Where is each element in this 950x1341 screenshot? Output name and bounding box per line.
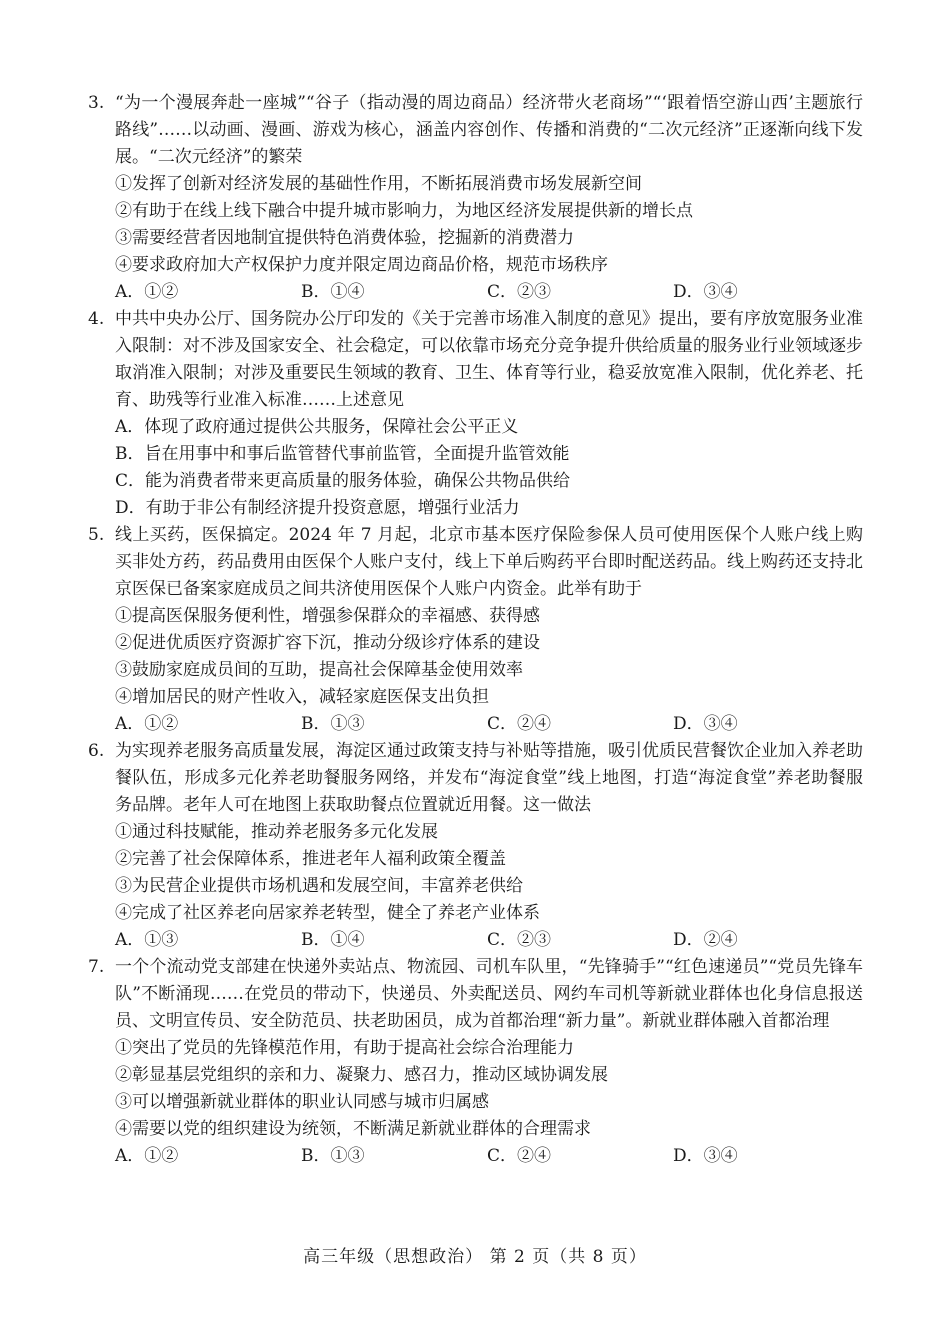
question-stem: 线上买药，医保搞定。2024 年 7 月起，北京市基本医疗保险参保人员可使用医保个人账户线上购买非处方药，药品费用由医保个人账户支付，线上下单后购药平台即时配送药品。线上购药还支持北京医保已备案家庭成员之间共济使用医保个人账户内资金。此举有助于 (115, 525, 863, 599)
statement-item: ②促进优质医疗资源扩容下沉，推动分级诊疗体系的建设 (115, 633, 540, 653)
answer-option: A．①② (115, 1146, 179, 1166)
option-row (115, 1143, 863, 1170)
answer-option: B．①④ (301, 930, 365, 950)
statement-item: ①发挥了创新对经济发展的基础性作用，不断拓展消费市场发展新空间 (115, 174, 642, 194)
statement-item: ③为民营企业提供市场机遇和发展空间，丰富养老供给 (115, 876, 523, 896)
option-row (115, 927, 863, 954)
statement-item: ④增加居民的财产性收入，减轻家庭医保支出负担 (115, 687, 489, 707)
statement-item: ④需要以党的组织建设为统领，不断满足新就业群体的合理需求 (115, 1119, 591, 1139)
option-row (115, 279, 863, 306)
answer-option: D．②④ (673, 930, 738, 950)
question-number: 7. (88, 957, 105, 977)
statement-item: ③需要经营者因地制宜提供特色消费体验，挖掘新的消费潜力 (115, 228, 574, 248)
statement-item: ②彰显基层党组织的亲和力、凝聚力、感召力，推动区域协调发展 (115, 1065, 608, 1085)
question-stem: 为实现养老服务高质量发展，海淀区通过政策支持与补贴等措施，吸引优质民营餐饮企业加入养老助餐队伍，形成多元化养老助餐服务网络，并发布“海淀食堂”线上地图，打造“海淀食堂”养老助餐服务品牌。老年人可在地图上获取助餐点位置就近用餐。这一做法 (115, 741, 863, 815)
question-stem: 一个个流动党支部建在快递外卖站点、物流园、司机车队里，“先锋骑手”“红色速递员”“党员先锋车队”不断涌现……在党员的带动下，快递员、外卖配送员、网约车司机等新就业群体也化身信息报送员、文明宣传员、安全防范员、扶老助困员，成为首都治理“新力量”。新就业群体融入首都治理 (115, 957, 863, 1031)
statement-item: ①提高医保服务便利性，增强参保群众的幸福感、获得感 (115, 606, 540, 626)
question-stem-row (88, 522, 863, 603)
question-3 (88, 90, 863, 306)
question-5 (88, 522, 863, 738)
answer-option: C．②④ (487, 1146, 552, 1166)
question-list (88, 90, 863, 1170)
question-number: 3. (88, 93, 105, 113)
answer-option: D．③④ (673, 1146, 738, 1166)
statement-item: ③鼓励家庭成员间的互助，提高社会保障基金使用效率 (115, 660, 523, 680)
question-stem-row (88, 738, 863, 819)
question-4 (88, 306, 863, 522)
question-stem-row (88, 306, 863, 414)
answer-option: C．能为消费者带来更高质量的服务体验，确保公共物品供给 (115, 471, 571, 491)
question-number: 6. (88, 741, 105, 761)
question-6 (88, 738, 863, 954)
answer-option: D．③④ (673, 282, 738, 302)
statement-item: ③可以增强新就业群体的职业认同感与城市归属感 (115, 1092, 489, 1112)
statement-item: ②有助于在线上线下融合中提升城市影响力，为地区经济发展提供新的增长点 (115, 201, 693, 221)
question-number: 5. (88, 525, 105, 545)
answer-option: A．体现了政府通过提供公共服务，保障社会公平正义 (115, 417, 519, 437)
statement-item: ④要求政府加大产权保护力度并限定周边商品价格，规范市场秩序 (115, 255, 608, 275)
statement-item: ①通过科技赋能，推动养老服务多元化发展 (115, 822, 438, 842)
option-row (115, 711, 863, 738)
statement-item: ②完善了社会保障体系，推进老年人福利政策全覆盖 (115, 849, 506, 869)
question-stem-row (88, 954, 863, 1035)
answer-option: B．①③ (301, 1146, 365, 1166)
answer-option: A．①② (115, 714, 179, 734)
answer-option: D．有助于非公有制经济提升投资意愿，增强行业活力 (115, 498, 520, 518)
question-stem: 中共中央办公厅、国务院办公厅印发的《关于完善市场准入制度的意见》提出，要有序放宽服务业准入限制：对不涉及国家安全、社会稳定，可以依靠市场充分竞争提升供给质量的服务业行业领域逐步取消准入限制；对涉及重要民生领域的教育、卫生、体育等行业，稳妥放宽准入限制，优化养老、托育、助残等行业准入标准……上述意见 (115, 309, 863, 410)
question-stem: “为一个漫展奔赴一座城”“谷子（指动漫的周边商品）经济带火老商场”“‘跟着悟空游山西’主题旅行路线”……以动画、漫画、游戏为核心，涵盖内容创作、传播和消费的“二次元经济”正逐渐向线下发展。“二次元经济”的繁荣 (115, 93, 863, 167)
answer-option: C．②③ (487, 930, 552, 950)
answer-option: C．②③ (487, 282, 552, 302)
statement-item: ④完成了社区养老向居家养老转型，健全了养老产业体系 (115, 903, 540, 923)
question-7 (88, 954, 863, 1170)
answer-option: C．②④ (487, 714, 552, 734)
answer-option: D．③④ (673, 714, 738, 734)
answer-option: B．①③ (301, 714, 365, 734)
answer-option: B．①④ (301, 282, 365, 302)
answer-option: A．①② (115, 282, 179, 302)
page-footer: 高三年级（思想政治） 第 2 页（共 8 页） (303, 1247, 647, 1267)
statement-item: ①突出了党员的先锋模范作用，有助于提高社会综合治理能力 (115, 1038, 574, 1058)
question-stem-row (88, 90, 863, 171)
question-number: 4. (88, 309, 105, 329)
answer-option: B．旨在用事中和事后监管替代事前监管，全面提升监管效能 (115, 444, 570, 464)
answer-option: A．①③ (115, 930, 179, 950)
